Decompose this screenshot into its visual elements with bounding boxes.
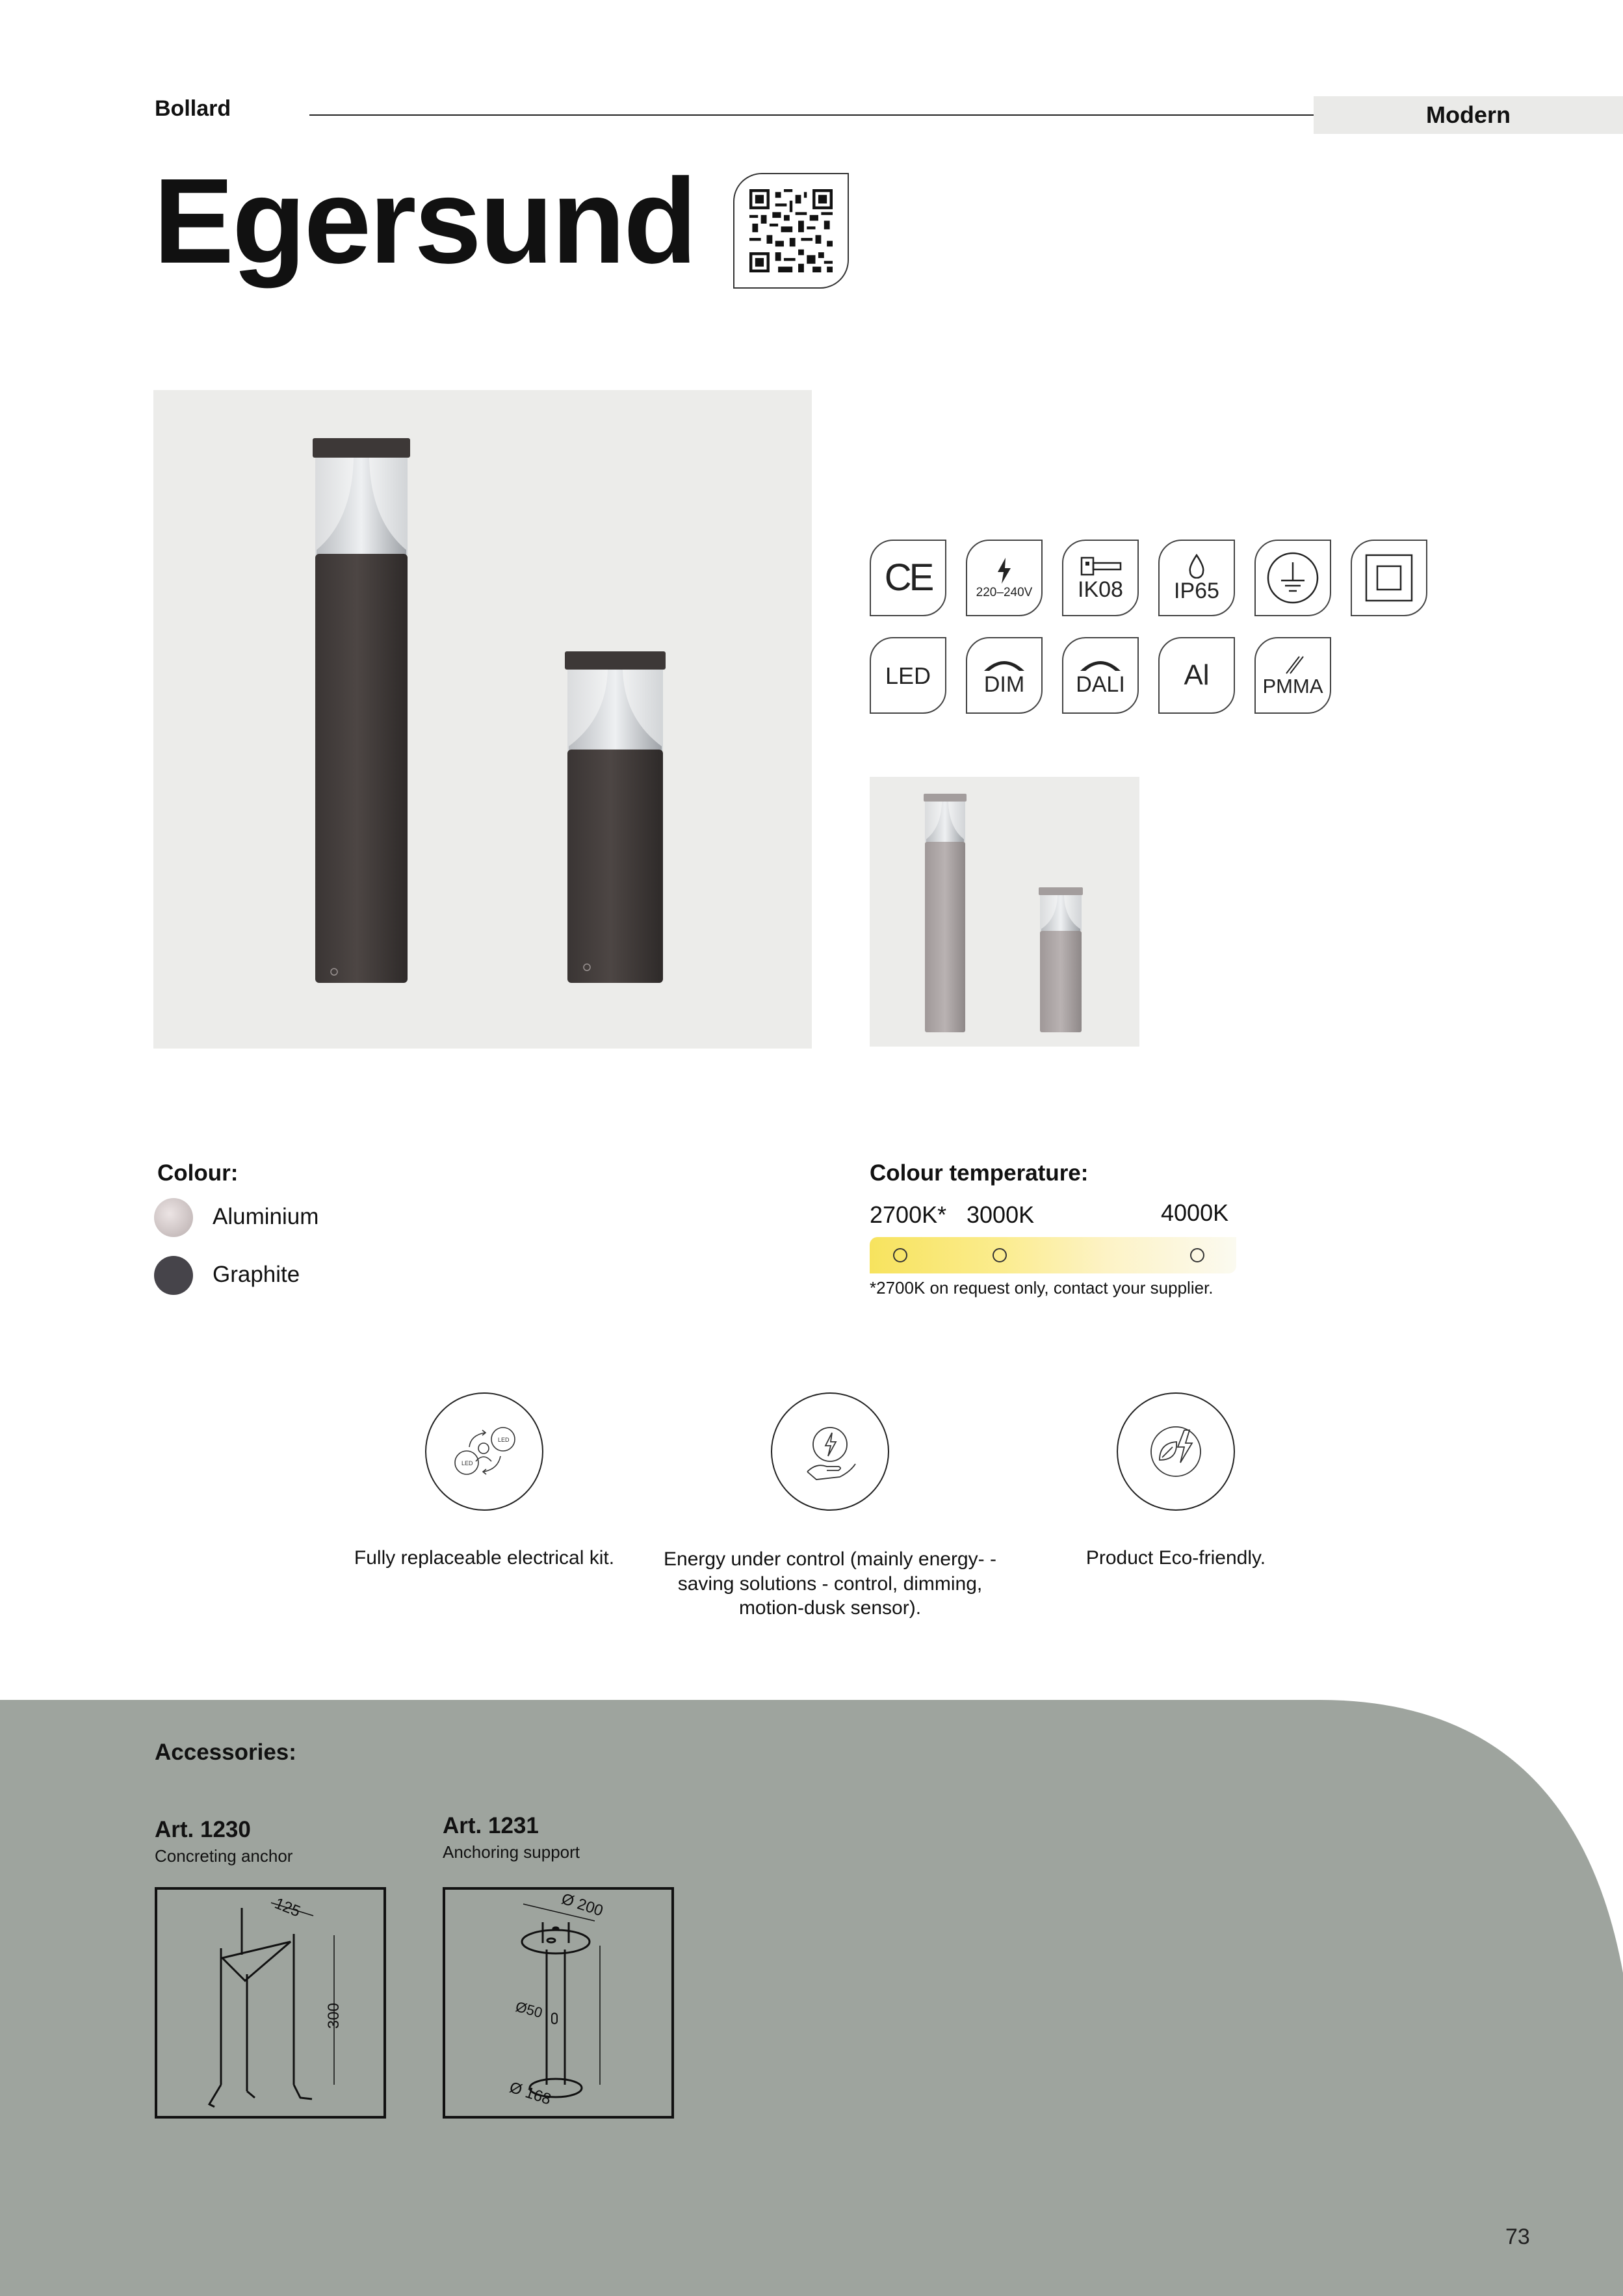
temp-4000k-radio[interactable] [1190,1248,1204,1262]
feature-text-replaceable: Fully replaceable electrical kit. [354,1547,615,1569]
svg-text:LED: LED [498,1437,510,1443]
feature-text-eco: Product Eco-friendly. [1085,1547,1266,1569]
dimmable-icon: DIM [966,637,1043,714]
page-number: 73 [1505,2224,1530,2249]
graphite-swatch[interactable] [154,1256,193,1295]
dimension-diameter-168: Ø 168 [507,2078,554,2109]
pmma-icon: PMMA [1254,637,1331,714]
impact-hammer-icon: IK08 [1062,540,1139,616]
dimension-125: 125 [272,1894,303,1921]
temperature-note: *2700K on request only, contact your supplier. [870,1278,1214,1298]
bollard-pair-aluminium-image [870,777,1139,1047]
product-photo-aluminium [870,777,1139,1047]
led-icon: LED [870,637,946,714]
class-ii-icon [1351,540,1427,616]
qr-code-icon [749,189,833,272]
dimension-diameter-50: Ø50 [513,1998,545,2021]
anchoring-support-drawing [443,1887,674,2119]
colour-temperature-bar [870,1237,1236,1273]
product-title: Egersund [153,154,695,289]
energy-control-icon [771,1392,889,1511]
svg-text:LED: LED [461,1460,473,1467]
feature-text-energy: Energy under control (mainly energy- -saving solutions - control, dimming, motion-dusk sensor). [664,1548,996,1619]
accessories-heading: Accessories: [155,1740,296,1765]
earth-ground-icon [1254,540,1331,616]
temp-3000k-radio[interactable] [993,1248,1007,1262]
bollard-pair-graphite-image [153,390,812,1049]
eco-friendly-icon [1117,1392,1235,1511]
accessory-desc-1230: Concreting anchor [155,1846,293,1866]
qr-code[interactable] [733,173,849,289]
dali-icon: DALI [1062,637,1139,714]
accessory-code-1230: Art. 1230 [155,1817,251,1842]
style-tag [1314,96,1623,134]
temp-3000k-label: 3000K [967,1201,1035,1228]
temp-4000k-label: 4000K [1161,1199,1229,1226]
replaceable-kit-icon [425,1392,543,1511]
dimension-300: 300 [325,2002,343,2029]
water-drop-icon: IP65 [1158,540,1235,616]
header-rule [309,114,1314,116]
colour-option-aluminium: Aluminium [213,1204,319,1229]
colour-temperature-heading: Colour temperature: [870,1160,1089,1186]
accessory-desc-1231: Anchoring support [443,1842,580,1862]
product-photo-graphite [153,390,812,1049]
accessory-code-1231: Art. 1231 [443,1813,539,1838]
voltage-icon: 220–240V [966,540,1043,616]
colour-option-graphite: Graphite [213,1262,300,1287]
ce-mark-icon: CE [870,540,946,616]
concreting-anchor-drawing [155,1887,386,2119]
dimension-diameter-200: Ø 200 [559,1890,606,1920]
category-label: Bollard [155,96,231,121]
colour-heading: Colour: [157,1160,239,1186]
aluminium-swatch[interactable] [154,1198,193,1237]
temp-2700k-label: 2700K* [870,1201,947,1228]
aluminium-icon: Al [1158,637,1235,714]
temp-2700k-radio[interactable] [893,1248,907,1262]
style-tag-label: Modern [1426,101,1511,128]
